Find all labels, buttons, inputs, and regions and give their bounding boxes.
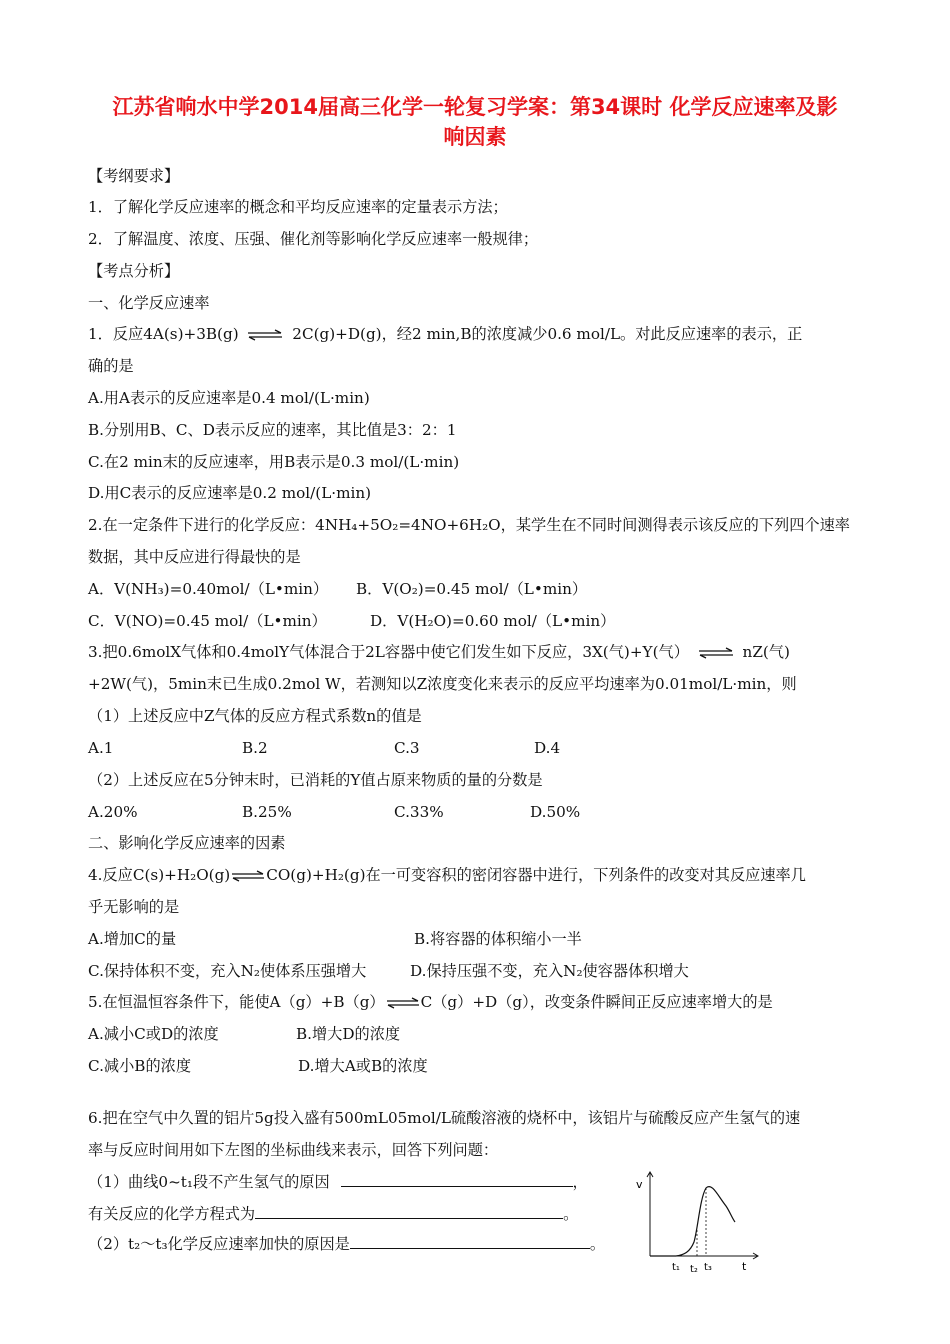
answer-blank-2[interactable] bbox=[255, 1204, 563, 1219]
requirement-2: 2．了解温度、浓度、压强、催化剂等影响化学反应速率一般规律； bbox=[88, 230, 539, 248]
q6-sub-2 bbox=[88, 1234, 605, 1254]
equilibrium-arrow-icon bbox=[231, 870, 265, 882]
q1-option-d: D.用C表示的反应速率是0.2 mol/(L·min) bbox=[88, 484, 372, 502]
q3-stem-a1: 3.把0.6molX气体和0.4molY气体混合于2L容器中使它们发生如下反应，3X(气)+Y(气） bbox=[88, 643, 689, 661]
q3-s1-option-c: C.3 bbox=[394, 739, 420, 757]
q5-stem bbox=[88, 992, 773, 1012]
document-title bbox=[80, 92, 870, 152]
q6-sub-1a bbox=[88, 1172, 588, 1192]
q3-stem-a2: nZ(气) bbox=[742, 643, 790, 661]
equilibrium-arrow-icon bbox=[698, 647, 734, 659]
q2-option-d: D．V(H₂O)=0.60 mol/（L•min） bbox=[370, 612, 616, 630]
q5-option-b: B.增大D的浓度 bbox=[296, 1025, 401, 1043]
t2-label: t₂ bbox=[690, 1264, 698, 1275]
q6-sub-1b-end: 。 bbox=[563, 1205, 579, 1223]
q1-stem bbox=[88, 324, 802, 344]
q4-option-a: A.增加C的量 bbox=[88, 930, 177, 948]
q4-option-d: D.保持压强不变，充入N₂使容器体积增大 bbox=[410, 962, 689, 980]
q4-stem-b: 乎无影响的是 bbox=[88, 898, 180, 916]
q3-s2-option-c: C.33% bbox=[394, 803, 444, 821]
q6-sub-2-text: （2）t₂～t₃化学反应速率加快的原因是 bbox=[88, 1235, 350, 1253]
q3-s1-option-d: D.4 bbox=[534, 739, 561, 757]
section-kaogang: 【考纲要求】 bbox=[88, 167, 180, 185]
q4-stem-a bbox=[88, 865, 806, 885]
q6-sub-1b bbox=[88, 1204, 578, 1224]
q6-sub-1b-text: 有关反应的化学方程式为 bbox=[88, 1205, 256, 1223]
answer-blank-3[interactable] bbox=[350, 1234, 590, 1249]
y-axis-label: v bbox=[636, 1178, 643, 1191]
q3-stem-a bbox=[88, 642, 790, 662]
q5-option-a: A.减小C或D的浓度 bbox=[88, 1025, 219, 1043]
q6-stem-b: 率与反应时间用如下左图的坐标曲线来表示，回答下列问题： bbox=[88, 1141, 499, 1159]
answer-blank-1[interactable] bbox=[341, 1172, 573, 1187]
q2-stem-a: 2.在一定条件下进行的化学反应：4NH₄+5O₂=4NO+6H₂O，某学生在不同时间测得表示该反应的下列四个速率 bbox=[88, 516, 850, 534]
q3-sub-2: （2）上述反应在5分钟末时，已消耗的Y值占原来物质的量的分数是 bbox=[88, 771, 543, 789]
title-line-1: 江苏省响水中学2014届高三化学一轮复习学案：第34课时 化学反应速率及影 bbox=[112, 95, 838, 119]
q2-option-c: C．V(NO)=0.45 mol/（L•min） bbox=[88, 612, 327, 630]
q2-option-b: B．V(O₂)=0.45 mol/（L•min） bbox=[356, 580, 588, 598]
t3-label: t₃ bbox=[704, 1262, 712, 1273]
q4-stem-a2: CO(g)+H₂(g)在一可变容积的密闭容器中进行，下列条件的改变对其反应速率几 bbox=[266, 866, 806, 884]
rate-curve bbox=[650, 1187, 735, 1256]
q5-option-d: D.增大A或B的浓度 bbox=[298, 1057, 428, 1075]
q4-stem-a1: 4.反应C(s)+H₂O(g) bbox=[88, 866, 231, 884]
q6-sub-1a-text: （1）曲线0~t₁段不产生氢气的原因 bbox=[88, 1173, 330, 1191]
q2-option-a: A．V(NH₃)=0.40mol/（L•min） bbox=[88, 580, 329, 598]
q3-s2-option-a: A.20% bbox=[88, 803, 138, 821]
q3-s1-option-a: A.1 bbox=[88, 739, 114, 757]
q1-option-c: C.在2 min末的反应速率，用B表示是0.3 mol/(L·min) bbox=[88, 453, 460, 471]
part-2-heading: 二、影响化学反应速率的因素 bbox=[88, 834, 286, 852]
rate-time-graph bbox=[634, 1168, 764, 1288]
requirement-1: 1．了解化学反应速率的概念和平均反应速率的定量表示方法； bbox=[88, 198, 508, 216]
q5-stem-a2: C（g）+D（g），改变条件瞬间正反应速率增大的是 bbox=[420, 993, 773, 1011]
t1-label: t₁ bbox=[672, 1262, 680, 1273]
q6-stem-a: 6.把在空气中久置的铝片5g投入盛有500mL05mol/L硫酸溶液的烧杯中，该铝片与硫酸反应产生氢气的速 bbox=[88, 1109, 801, 1127]
q6-sub-1a-end: ， bbox=[572, 1173, 588, 1191]
q1-stem-b: 2C(g)+D(g)，经2 min,B的浓度减少0.6 mol/L。对此反应速率的表示，正 bbox=[292, 325, 803, 343]
q4-option-b: B.将容器的体积缩小一半 bbox=[414, 930, 582, 948]
q1-stem-c: 确的是 bbox=[88, 357, 134, 375]
q3-stem-b: +2W(气)，5min末已生成0.2mol W，若测知以Z浓度变化来表示的反应平均速率为0.01mol/L·min，则 bbox=[88, 675, 797, 693]
part-1-heading: 一、化学反应速率 bbox=[88, 294, 210, 312]
equilibrium-arrow-icon bbox=[247, 329, 283, 341]
q1-option-a: A.用A表示的反应速率是0.4 mol/(L·min) bbox=[88, 389, 370, 407]
q5-option-c: C.减小B的浓度 bbox=[88, 1057, 192, 1075]
q5-stem-a1: 5.在恒温恒容条件下，能使A（g）+B（g） bbox=[88, 993, 385, 1011]
q2-stem-b: 数据，其中反应进行得最快的是 bbox=[88, 548, 301, 566]
q3-s1-option-b: B.2 bbox=[242, 739, 268, 757]
x-axis-label: t bbox=[742, 1260, 747, 1273]
q3-sub-1: （1）上述反应中Z气体的反应方程式系数n的值是 bbox=[88, 707, 422, 725]
q1-stem-a: 1．反应4A(s)+3B(g) bbox=[88, 325, 239, 343]
title-line-2: 响因素 bbox=[443, 125, 507, 149]
q1-option-b: B.分别用B、C、D表示反应的速率，其比值是3：2：1 bbox=[88, 421, 457, 439]
q4-option-c: C.保持体积不变，充入N₂使体系压强增大 bbox=[88, 962, 367, 980]
section-kaodian: 【考点分析】 bbox=[88, 262, 180, 280]
equilibrium-arrow-icon bbox=[386, 997, 420, 1009]
q6-sub-2-end: 。 bbox=[589, 1235, 606, 1253]
q3-s2-option-d: D.50% bbox=[530, 803, 581, 821]
q3-s2-option-b: B.25% bbox=[242, 803, 292, 821]
